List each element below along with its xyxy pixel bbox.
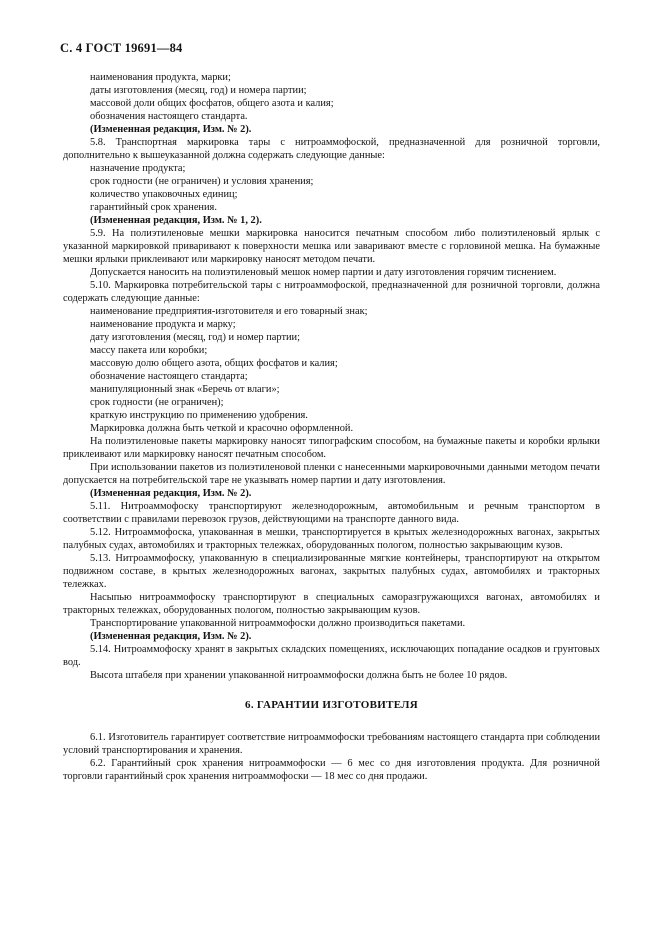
- list-item: манипуляционный знак «Беречь от влаги»;: [90, 384, 280, 395]
- section-5-continuation: [63, 71, 600, 682]
- list-item: гарантийный срок хранения.: [90, 202, 217, 213]
- paragraph: 6.2. Гарантийный срок хранения нитроаммофоски — 6 мес со дня изготовления продукта. Для розничной торговли гарантийный срок хранения нитроаммофоски — 18 мес со дня продажи.: [63, 758, 600, 782]
- amendment-note: (Измененная редакция, Изм. № 2).: [90, 488, 252, 499]
- list-item: дату изготовления (месяц, год) и номер партии;: [90, 332, 300, 343]
- paragraph: 6.1. Изготовитель гарантирует соответствие нитроаммофоски требованиям настоящего стандарта при соблюдении условий транспортирования и хранения.: [63, 732, 600, 756]
- paragraph: 5.12. Нитроаммофоска, упакованная в мешки, транспортируется в крытых железнодорожных вагонах, закрытых палубных судах, автомобилях и тракторных тележках, оборудованных пологом, полностью закрывающим кузов.: [63, 527, 600, 551]
- amendment-note: (Измененная редакция, Изм. № 1, 2).: [90, 215, 262, 226]
- list-item: срок годности (не ограничен);: [90, 397, 224, 408]
- amendment-note: (Измененная редакция, Изм. № 2).: [90, 124, 252, 135]
- paragraph: На полиэтиленовые пакеты маркировку наносят типографским способом, на бумажные пакеты и коробки ярлыки приклеивают или маркировку наносят печатным способом.: [63, 436, 600, 460]
- page-header: С. 4 ГОСТ 19691—84: [60, 41, 183, 55]
- list-item: назначение продукта;: [90, 163, 186, 174]
- list-item: массовой доли общих фосфатов, общего азота и калия;: [90, 98, 334, 109]
- paragraph: Насыпью нитроаммофоску транспортируют в специальных саморазгружающихся вагонах, автомобилях и тракторных тележках, оборудованных пологом, полностью закрывающим кузов.: [63, 592, 600, 616]
- amendment-note: (Измененная редакция, Изм. № 2).: [90, 631, 252, 642]
- paragraph: Маркировка должна быть четкой и красочно оформленной.: [90, 423, 354, 434]
- list-item: краткую инструкцию по применению удобрения.: [90, 410, 308, 421]
- paragraph: 5.8. Транспортная маркировка тары с нитроаммофоской, предназначенной для розничной торговли, дополнительно к вышеуказанной должна содержать следующие данные:: [63, 137, 600, 161]
- list-item: массовую долю общего азота, общих фосфатов и калия;: [90, 358, 338, 369]
- section-title: 6. ГАРАНТИИ ИЗГОТОВИТЕЛЯ: [245, 699, 418, 711]
- list-item: обозначения настоящего стандарта.: [90, 111, 248, 122]
- document-body: [63, 71, 600, 783]
- list-item: массу пакета или коробки;: [90, 345, 208, 356]
- list-item: количество упаковочных единиц;: [90, 189, 238, 200]
- list-item: наименование продукта и марку;: [90, 319, 236, 330]
- paragraph: 5.10. Маркировка потребительской тары с нитроаммофоской, предназначенной для розничной торговли, должна содержать следующие данные:: [63, 280, 600, 304]
- paragraph: 5.9. На полиэтиленовые мешки маркировка наносится печатным способом либо полиэтиленовый ярлык с указанной маркировкой приваривают к поверхности мешка или заваривают вместе с горловиной мешка. На бумажные мешки ярлыки приклеивают или маркировку наносят методом печати.: [63, 228, 600, 265]
- paragraph: 5.11. Нитроаммофоску транспортируют железнодорожным, автомобильным и речным транспортом в соответствии с правилами перевозок грузов, действующими на транспорте данного вида.: [63, 501, 600, 525]
- list-item: срок годности (не ограничен) и условия хранения;: [90, 176, 314, 187]
- list-item: наименование предприятия-изготовителя и его товарный знак;: [90, 306, 368, 317]
- paragraph: 5.14. Нитроаммофоску хранят в закрытых складских помещениях, исключающих попадание осадков и грунтовых вод.: [63, 644, 600, 668]
- paragraph: Допускается наносить на полиэтиленовый мешок номер партии и дату изготовления горячим тиснением.: [90, 267, 557, 278]
- paragraph: При использовании пакетов из полиэтиленовой пленки с нанесенными маркировочными данными методом печати допускается на потребительской таре не указывать номер партии и дату изготовления.: [63, 462, 600, 486]
- list-item: обозначение настоящего стандарта;: [90, 371, 248, 382]
- list-item: наименования продукта, марки;: [90, 72, 231, 83]
- list-item: даты изготовления (месяц, год) и номера партии;: [90, 85, 307, 96]
- paragraph: Высота штабеля при хранении упакованной нитроаммофоски должна быть не более 10 рядов.: [90, 670, 508, 681]
- paragraph: Транспортирование упакованной нитроаммофоски должно производиться пакетами.: [90, 618, 466, 629]
- paragraph: 5.13. Нитроаммофоску, упакованную в специализированные мягкие контейнеры, транспортируют на открытом подвижном составе, в крытых железнодорожных вагонах, закрытых палубных судах, автомобилях и тракторных тележках.: [63, 553, 600, 590]
- section-6-body: [63, 731, 600, 783]
